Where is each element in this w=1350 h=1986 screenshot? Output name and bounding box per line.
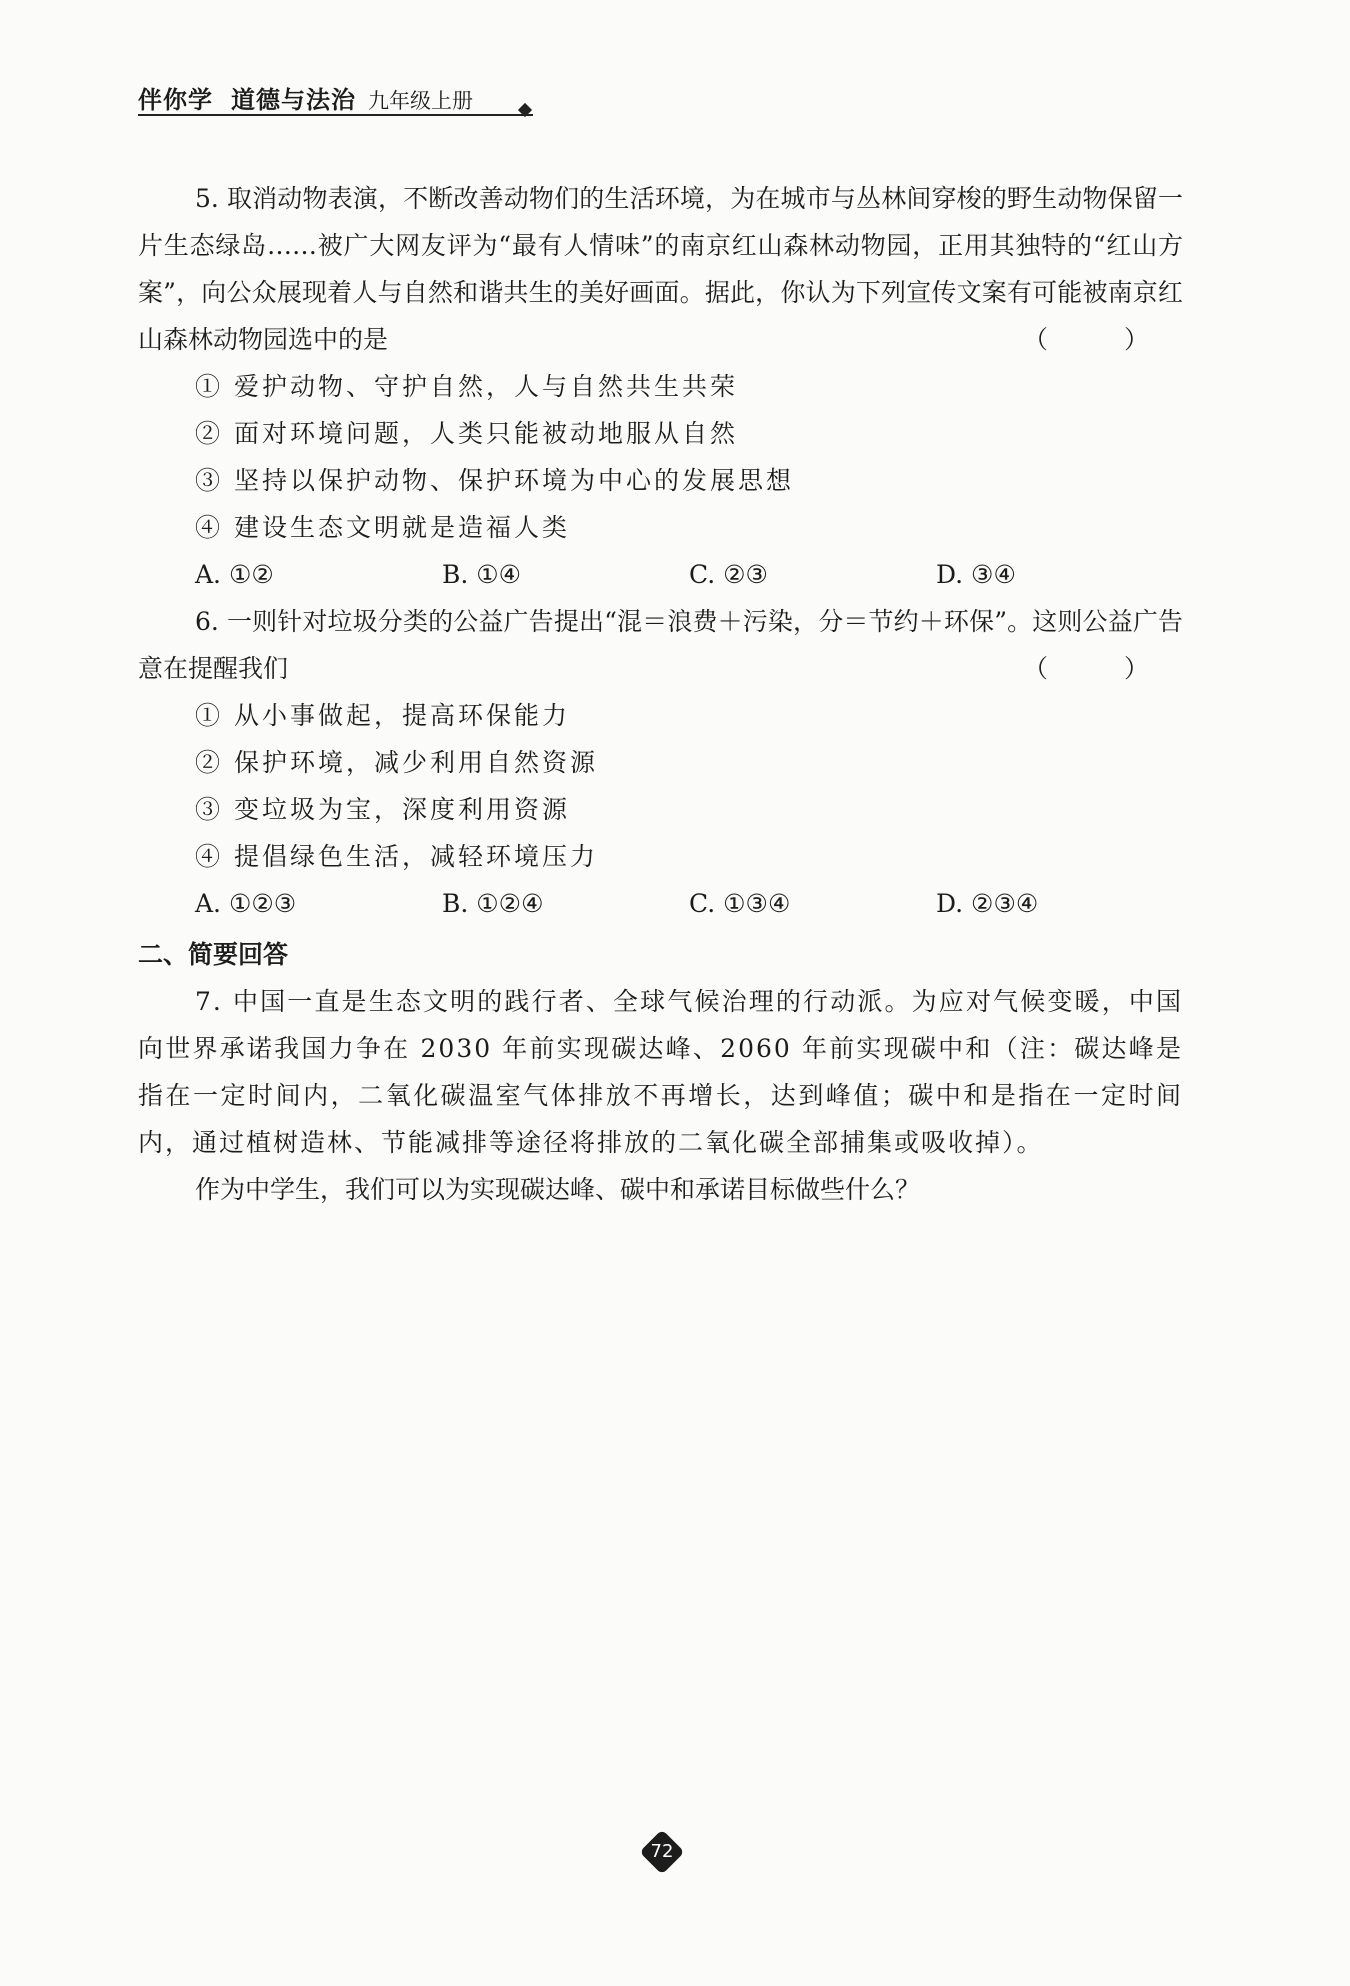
section-heading: 二、简要回答 [138, 940, 289, 969]
question-7-text: 7. 中国一直是生态文明的践行者、全球气候治理的行动派。为应对气候变暖，中国向世界承诺我国力争在 2030 年前实现碳达峰、2060 年前实现碳中和（注：碳达峰是指在一定时间内，二氧化碳温室气体排放不再增长，达到峰值；碳中和是指在一定时间内，通过植树造林、节能减排等途径将排放的二氧化碳全部捕集或吸收掉）。 [138, 987, 1183, 1157]
option-item: ① 爱护动物、守护自然，人与自然共生共荣 [195, 372, 738, 401]
question-6-stem: 6. 一则针对垃圾分类的公益广告提出“混＝浪费＋污染，分＝节约＋环保”。这则公益广告意在提醒我们 [138, 607, 1183, 683]
question-5-stem: 5. 取消动物表演，不断改善动物们的生活环境，为在城市与丛林间穿梭的野生动物保留一片生态绿岛……被广大网友评为“最有人情味”的南京红山森林动物园，正用其独特的“红山方案”，向公众展现着人与自然和谐共生的美好画面。据此，你认为下列宣传文案有可能被南京红山森林动物园选中的是 [138, 184, 1183, 354]
question-5 [138, 175, 1183, 363]
option-item: ④ 提倡绿色生活，减轻环境压力 [195, 842, 598, 871]
choice-d: D. ③④ [936, 560, 1016, 589]
option-item: ④ 建设生态文明就是造福人类 [195, 513, 570, 542]
option-item: ② 面对环境问题，人类只能被动地服从自然 [195, 419, 738, 448]
choice-a: A. ①②③ [195, 889, 297, 918]
answer-paren: （ ） [1023, 325, 1183, 354]
choice-a: A. ①② [195, 560, 274, 589]
answer-paren: （ ） [1023, 654, 1183, 683]
choices-row [138, 551, 1183, 598]
choices-row [138, 880, 1183, 927]
page-number-badge [640, 1830, 684, 1874]
grade-label: 九年级上册 [368, 89, 473, 113]
page-number: 72 [650, 1841, 674, 1862]
option-item: ③ 变垃圾为宝，深度利用资源 [195, 795, 570, 824]
running-header [138, 80, 533, 116]
choice-c: C. ②③ [689, 560, 768, 589]
subject-title: 道德与法治 [231, 86, 356, 114]
choice-b: B. ①④ [442, 560, 522, 589]
option-item: ① 从小事做起，提高环保能力 [195, 701, 570, 730]
choice-c: C. ①③④ [689, 889, 791, 918]
question-6 [138, 598, 1183, 692]
question-7-ask: 作为中学生，我们可以为实现碳达峰、碳中和承诺目标做些什么？ [195, 1175, 921, 1204]
option-item: ③ 坚持以保护动物、保护环境为中心的发展思想 [195, 466, 794, 495]
option-item: ② 保护环境，减少利用自然资源 [195, 748, 598, 777]
main-content [138, 175, 1183, 1213]
choice-d: D. ②③④ [936, 889, 1039, 918]
series-title: 伴你学 [138, 86, 213, 114]
choice-b: B. ①②④ [442, 889, 544, 918]
